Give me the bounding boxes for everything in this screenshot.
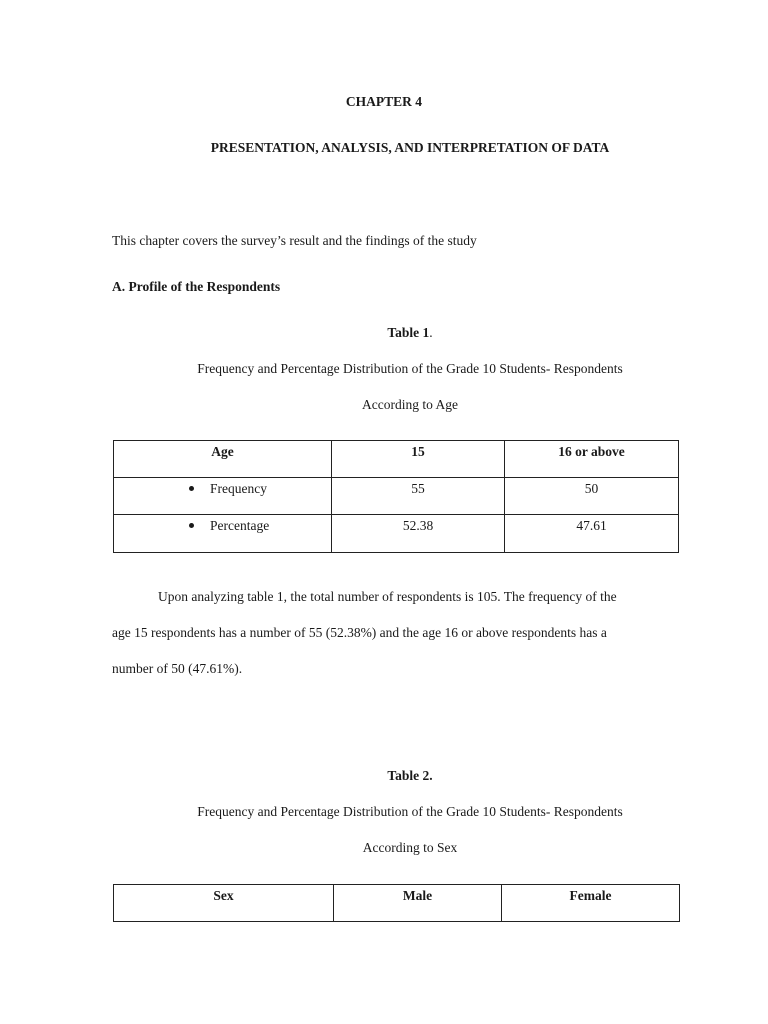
analysis-line: age 15 respondents has a number of 55 (52.38%) and the age 16 or above respondents has a [112,625,607,640]
table1 [113,440,679,553]
analysis-line: Upon analyzing table 1, the total number of respondents is 105. The frequency of the [158,589,617,604]
table2-header-cell: Female [502,885,680,922]
table2-caption-line1: Frequency and Percentage Distribution of the Grade 10 Students- Respondents [197,804,623,819]
analysis-line: number of 50 (47.61%). [112,661,243,676]
table2 [113,884,680,922]
table2-header-cell: Male [334,885,502,922]
table1-row-label: Percentage [114,515,332,553]
chapter-subtitle: PRESENTATION, ANALYSIS, AND INTERPRETATION OF DATA [210,140,610,155]
table-row [114,478,679,515]
table1-cell: 55 [332,478,505,515]
analysis-paragraph [112,579,682,687]
bullet-icon [189,486,194,491]
table2-header-cell: Sex [114,885,334,922]
table2-caption-line2: According to Sex [362,840,458,855]
section-heading: A. Profile of the Respondents [112,279,281,294]
table1-caption-line1: Frequency and Percentage Distribution of the Grade 10 Students- Respondents [197,361,623,376]
table1-cell: 52.38 [332,515,505,553]
table1-row-label: Frequency [114,478,332,515]
table1-header-cell: 16 or above [505,441,679,478]
chapter-title: CHAPTER 4 [345,94,423,109]
table2-header-row [114,885,680,922]
table1-header-cell: Age [114,441,332,478]
intro-text: This chapter covers the survey’s result and the findings of the study [112,233,477,248]
table1-label-text: Table 1 [387,325,430,340]
table2-label: Table 2. [387,768,433,783]
table1-caption-line2: According to Age [362,397,458,412]
table1-label-suffix: . [429,325,433,340]
table1-header-cell: 15 [332,441,505,478]
table1-cell: 47.61 [505,515,679,553]
table-row [114,515,679,553]
bullet-icon [189,523,194,528]
table1-cell: 50 [505,478,679,515]
table1-label [110,325,710,341]
table1-header-row [114,441,679,478]
